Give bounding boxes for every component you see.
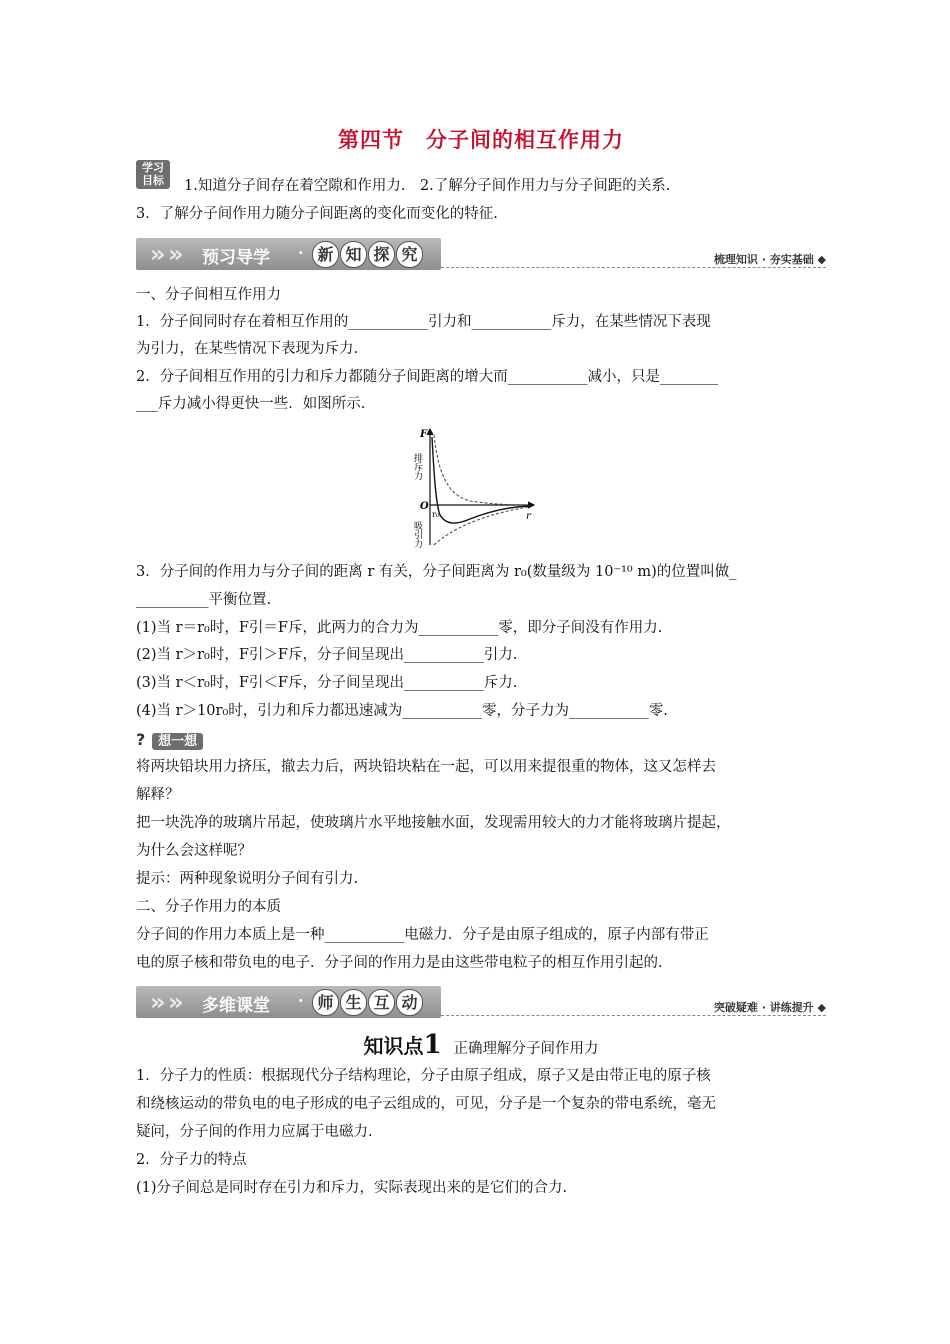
banner-dot: · — [298, 991, 304, 1010]
learning-goals-badge — [136, 160, 170, 189]
banner-pill: 生 — [340, 989, 367, 1016]
banner-pill: 动 — [396, 989, 423, 1016]
banner-right-text: 突破疑难 · 讲练提升 ◆ — [713, 1001, 826, 1014]
banner-right-text: 梳理知识 · 夯实基础 ◆ — [713, 253, 826, 266]
section-banner-preview — [136, 238, 826, 272]
force-distance-figure — [410, 425, 540, 550]
s1-case4: (4)当 r＞10r₀时，引力和斥力都迅速减为___________零，分子力为___________零. — [136, 703, 668, 719]
goal-line-1: 1.知道分子间存在着空隙和作用力. 2.了解分子间作用力与分子间距的关系. — [184, 178, 671, 194]
chevron-icon: » — [168, 988, 184, 1016]
banner-pill: 师 — [312, 989, 339, 1016]
page-title — [136, 124, 826, 154]
chevron-icon: » — [150, 988, 166, 1016]
think-badge: 想一想 — [152, 733, 203, 750]
s3-p2: 2．分子力的特点 — [136, 1152, 247, 1168]
attract-label: 吸引力 — [412, 521, 422, 548]
think-q2a: 把一块洗净的玻璃片吊起，使玻璃片水平地接触水面，发现需用较大的力才能将玻璃片提起， — [136, 815, 731, 831]
banner-pills — [312, 989, 423, 1016]
repulsive-curve — [434, 435, 530, 505]
chevron-icon: » — [168, 240, 184, 268]
think-hint: 提示：两种现象说明分子间有引力. — [136, 871, 359, 887]
badge-line2: 目标 — [142, 174, 164, 187]
banner-pill: 知 — [340, 241, 367, 268]
s1-p2a: 2．分子间相互作用的引力和斥力都随分子间距离的增大而___________减小，只是________ — [136, 369, 718, 385]
think-q2b: 为什么会这样呢？ — [136, 843, 252, 859]
kp-label: 知识点 — [363, 1034, 424, 1058]
banner-rule — [441, 1015, 826, 1016]
section1-heading: 一、分子间相互作用力 — [136, 287, 281, 303]
origin-label: O — [420, 501, 429, 512]
goal-line-2: 3．了解分子间作用力随分子间距离的变化而变化的特征. — [136, 206, 498, 222]
section2-heading: 二、分子作用力的本质 — [136, 899, 281, 915]
banner-pill: 互 — [368, 989, 395, 1016]
banner-pill: 究 — [396, 241, 423, 268]
s1-case1: (1)当 r＝r₀时，F引＝F斥，此两力的合力为___________零，即分子间没有作用力. — [136, 620, 663, 636]
f-axis-label: F — [420, 429, 428, 440]
repel-label: 排斥力 — [412, 453, 422, 480]
kp-number: 1 — [423, 1030, 442, 1060]
banner-dot: · — [298, 243, 304, 262]
kp-subtitle: 正确理解分子间作用力 — [453, 1041, 599, 1057]
section-banner-classroom — [136, 986, 826, 1020]
s2-p1b: 电的原子核和带负电的电子．分子间的作用力是由这些带电粒子的相互作用引起的. — [136, 955, 663, 971]
s3-p3: (1)分子间总是同时存在引力和斥力，实际表现出来的是它们的合力. — [136, 1180, 568, 1196]
title-section-number: 第四节 — [338, 128, 404, 152]
think-q1b: 解释？ — [136, 787, 180, 803]
banner-rule — [441, 267, 826, 268]
s1-p3b: __________平衡位置. — [136, 592, 272, 608]
chevron-icon: » — [150, 240, 166, 268]
s1-p3a: 3．分子间的作用力与分子间的距离 r 有关，分子间距离为 r₀(数量级为 10⁻¹⁰ m)的位置叫做_ — [136, 564, 737, 580]
s3-p1c: 疑问，分子间的作用力应属于电磁力. — [136, 1124, 373, 1140]
banner-pills — [312, 241, 423, 268]
banner-label: 多维课堂 — [202, 996, 270, 1016]
s1-case3: (3)当 r＜r₀时，F引＜F斥，分子间呈现出___________斥力. — [136, 675, 518, 691]
s1-case2: (2)当 r＞r₀时，F引＞F斥，分子间呈现出___________引力. — [136, 647, 518, 663]
r-axis-label: r — [526, 511, 531, 522]
r0-label: r₀ — [432, 510, 440, 519]
banner-pill: 新 — [312, 241, 339, 268]
resultant-curve — [432, 437, 528, 523]
think-label — [136, 730, 203, 749]
title-text: 分子间的相互作用力 — [426, 128, 624, 152]
badge-line1: 学习 — [142, 161, 164, 174]
question-icon: ? — [136, 730, 146, 749]
s1-p1a: 1．分子间同时存在着相互作用的___________引力和___________斥力，在某些情况下表现 — [136, 314, 711, 330]
banner-label: 预习导学 — [202, 248, 270, 268]
s2-p1a: 分子间的作用力本质上是一种___________电磁力．分子是由原子组成的，原子内部有带正 — [136, 927, 709, 943]
s1-p2b: ___斥力减小得更快一些．如图所示. — [136, 396, 366, 412]
banner-pill: 探 — [368, 241, 395, 268]
s1-p1b: 为引力，在某些情况下表现为斥力. — [136, 341, 359, 357]
s3-p1b: 和绕核运动的带负电的电子形成的电子云组成的，可见，分子是一个复杂的带电系统，毫无 — [136, 1096, 716, 1112]
think-q1a: 将两块铅块用力挤压，撤去力后，两块铅块粘在一起，可以用来提很重的物体，这又怎样去 — [136, 759, 716, 775]
attractive-curve — [434, 507, 528, 545]
s3-p1a: 1．分子力的性质：根据现代分子结构理论，分子由原子组成，原子又是由带正电的原子核 — [136, 1068, 711, 1084]
knowledge-point-heading — [136, 1030, 826, 1060]
